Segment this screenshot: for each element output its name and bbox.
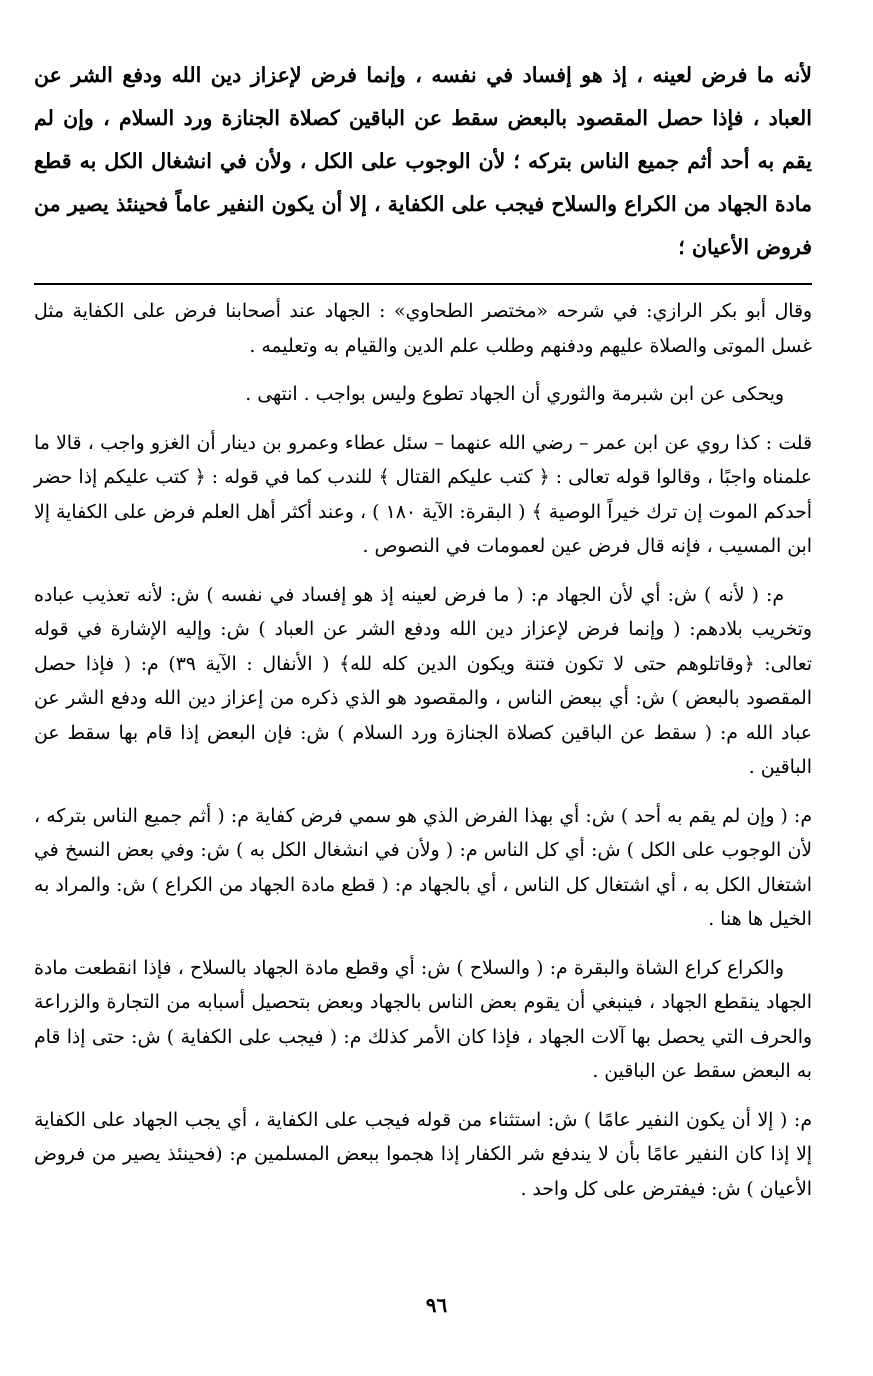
commentary-paragraph-6: والكراع كراع الشاة والبقرة م: ( والسلاح ) ش: أي وقطع مادة الجهاد بالسلاح ، فإذا انقطعت مادة الجهاد ينقطع الجهاد ، فينبغي أن يقوم بعض الناس بالجهاد وبعض بتحصيل أسبابه من التجارة والزراعة والحرف التي يحصل بها آلات الجهاد ، فإذا كان الأمر كذلك م: ( فيجب على الكفاية ) ش: حتى إذا قام به البعض سقط عن الباقين .: [34, 957, 812, 1082]
page-number: ٩٦: [425, 1293, 448, 1317]
main-text-block: [34, 54, 812, 269]
commentary-paragraph-5: م: ( وإن لم يقم به أحد ) ش: أي بهذا الفرض الذي هو سمي فرض كفاية م: ( أثم جميع الناس بتركه ، لأن الوجوب على الكل ) ش: أي كل الناس م: ( ولأن في انشغال الكل به ) ش: وفي بعض النسخ في اشتغال الكل به ، أي اشتغال كل الناس ، أي بالجهاد م: ( قطع مادة الجهاد من الكراع ) ش: والمراد به الخيل ها هنا .: [34, 805, 812, 930]
commentary-paragraph-1: وقال أبو بكر الرازي: في شرحه «مختصر الطحاوي» : الجهاد عند أصحابنا فرض على الكفاية مثل غسل الموتى والصلاة عليهم ودفنهم وطلب علم الدين والقيام به وتعليمه .: [34, 301, 812, 357]
commentary-paragraph-3: قلت : كذا روي عن ابن عمر – رضي الله عنهما – سئل عطاء وعمرو بن دينار أن الغزو واجب ، قالا ما علمناه واجبًا ، وقالوا قوله تعالى : ﴿ كتب عليكم القتال ﴾ للندب كما في قوله : ﴿ كتب عليكم إذا حضر أحدكم الموت إن ترك خيراً الوصية ﴾ ( البقرة: الآية ١٨٠ ) ، وعند أكثر أهل العلم فرض على الكفاية إلا ابن المسيب ، فإنه قال فرض عين لعمومات في النصوص .: [34, 432, 812, 557]
main-text-paragraph: لأنه ما فرض لعينه ، إذ هو إفساد في نفسه ، وإنما فرض لإعزاز دين الله ودفع الشر عن العباد ، فإذا حصل المقصود بالبعض سقط عن الباقين كصلاة الجنازة ورد السلام ، وإن لم يقم به أحد أثم جميع الناس بتركه ؛ لأن الوجوب على الكل ، ولأن في انشغال الكل به قطع مادة الجهاد من الكراع والسلاح فيجب على الكفاية ، إلا أن يكون النفير عاماً فحينئذ يصير من فروض الأعيان ؛: [34, 63, 812, 259]
page-body: [34, 54, 812, 1221]
commentary-paragraph-7: م: ( إلا أن يكون النفير عامًا ) ش: استثناء من قوله فيجب على الكفاية ، أي يجب الجهاد على الكفاية إلا إذا كان النفير عامًا بأن لا يندفع شر الكفار إذا هجموا ببعض المسلمين م: (فحينئذ يصير من فروض الأعيان ) ش: فيفترض على كل واحد .: [34, 1109, 812, 1200]
commentary-paragraph-2: ويحكى عن ابن شبرمة والثوري أن الجهاد تطوع وليس بواجب . انتهى .: [245, 384, 784, 405]
commentary-block: [34, 295, 812, 1207]
commentary-paragraph-4: م: ( لأنه ) ش: أي لأن الجهاد م: ( ما فرض لعينه إذ هو إفساد في نفسه ) ش: لأنه تعذيب عباده وتخريب بلادهم: ( وإنما فرض لإعزاز دين الله ودفع الشر عن العباد ) ش: وإليه الإشارة في قوله تعالى: ﴿وقاتلوهم حتى لا تكون فتنة ويكون الدين كله لله﴾ ( الأنفال : الآية ٣٩) م: ( فإذا حصل المقصود بالبعض ) ش: أي ببعض الناس ، والمقصود هو الذي ذكره من إعزاز دين الله ودفع الشر عن عباد الله م: ( سقط عن الباقين كصلاة الجنازة ورد السلام ) ش: فإن البعض إذا قام بها سقط عن الباقين .: [34, 584, 812, 778]
section-divider: [34, 283, 812, 285]
